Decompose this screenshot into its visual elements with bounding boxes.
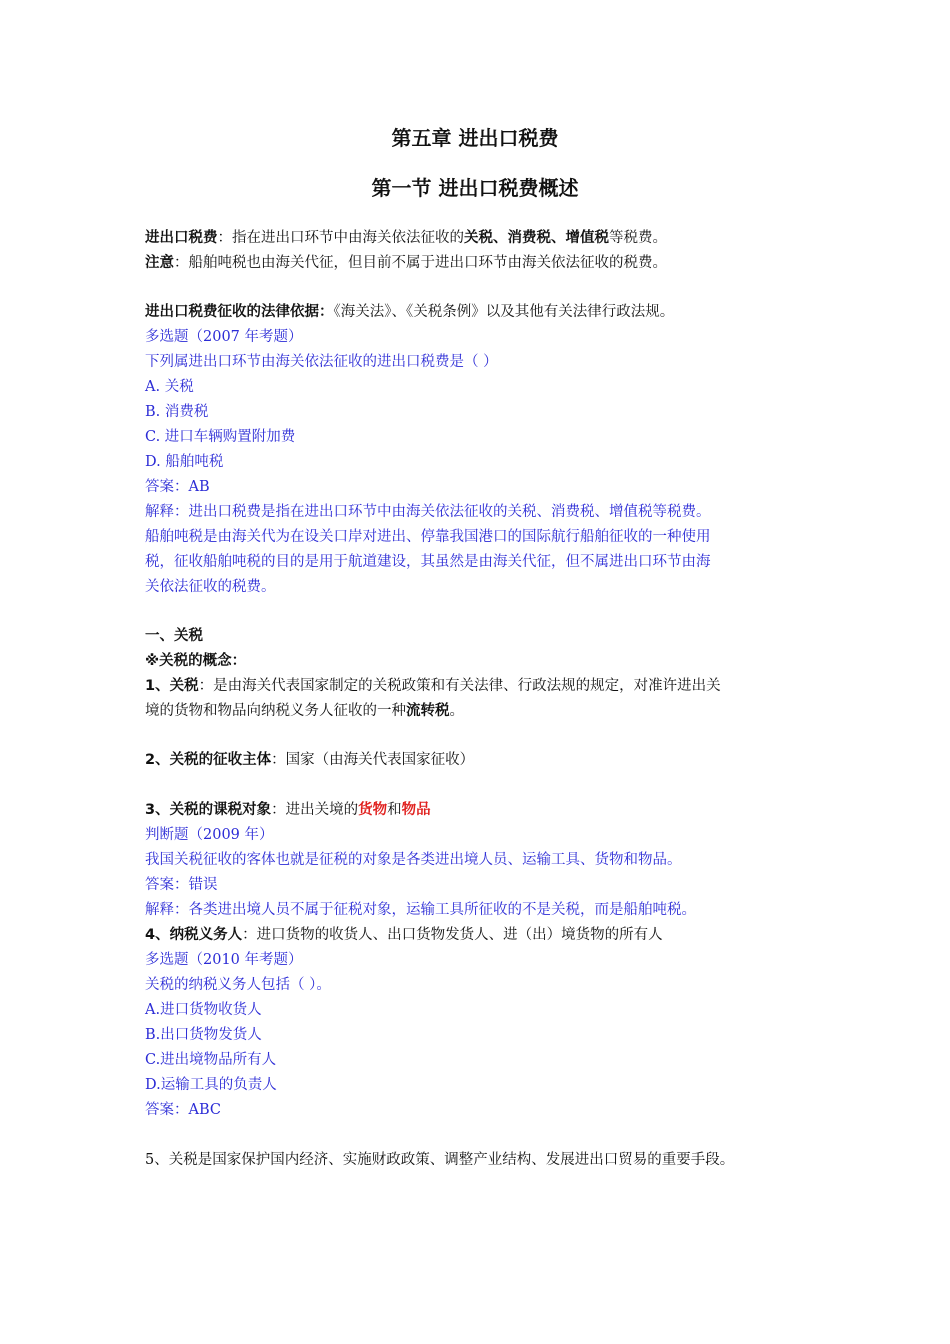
p3-term: 3、关税的课税对象 — [145, 802, 272, 818]
p1-text: 是由海关代表国家制定的关税政策和有关法律、行政法规的规定，对准许进出关 — [213, 678, 721, 694]
p3-and: 和 — [387, 802, 402, 818]
p4-term: 4、纳税义务人 — [145, 927, 243, 943]
p1-line — [145, 676, 825, 696]
q1-option: A. 关税 — [145, 379, 194, 395]
p4-text: ：进口货物的收货人、出口货物发货人、进（出）境货物的所有人 — [242, 927, 663, 943]
p1-line2 — [145, 701, 825, 721]
p1-sep: ： — [198, 678, 214, 694]
q2-explain: 解释：各类进出境人员不属于征税对象，运输工具所征收的不是关税，而是船舶吨税。 — [145, 902, 696, 918]
definition-term: 进出口税费 — [145, 230, 218, 246]
q1-option: B. 消费税 — [145, 404, 209, 420]
p3-red-articles: 物品 — [401, 802, 431, 818]
definition-sep: ： — [217, 230, 232, 246]
definition-line — [145, 228, 825, 248]
q3-option: B.出口货物发货人 — [145, 1027, 262, 1043]
p5-line: 5、关税是国家保护国内经济、实施财政政策、调整产业结构、发展进出口贸易的重要手段。 — [145, 1152, 735, 1168]
q1-explain-line: 解释：进出口税费是指在进出口环节中由海关依法征收的关税、消费税、增值税等税费。 — [145, 504, 711, 520]
q2-answer: 答案：错误 — [145, 877, 218, 893]
q1-type: 多选题（2007 年考题） — [145, 329, 303, 345]
q1-answer: 答案：AB — [145, 479, 210, 495]
p3-red-goods: 货物 — [358, 802, 388, 818]
p1-end: 。 — [449, 703, 464, 719]
legal-basis-term: 进出口税费征收的法律依据： — [145, 304, 334, 320]
q2-type: 判断题（2009 年） — [145, 827, 274, 843]
q2-question: 我国关税征收的客体也就是征税的对象是各类进出境人员、运输工具、货物和物品。 — [145, 852, 682, 868]
section-title: 第一节 进出口税费概述 — [371, 176, 579, 200]
p2-term: 2、关税的征收主体 — [145, 752, 272, 768]
note-term: 注意 — [145, 255, 174, 271]
definition-bold: 关税、消费税、增值税 — [464, 230, 609, 246]
p2-line — [145, 750, 825, 770]
q3-option: A.进口货物收货人 — [145, 1002, 262, 1018]
note-sep: ： — [174, 255, 189, 271]
q1-explain-line: 船舶吨税是由海关代为在设关口岸对进出、停靠我国港口的国际航行船舶征收的一种使用 — [145, 529, 711, 545]
chapter-title: 第五章 进出口税费 — [391, 126, 559, 150]
note-line — [145, 253, 825, 273]
p4-line — [145, 925, 825, 945]
q1-explain-line: 关依法征收的税费。 — [145, 579, 276, 595]
q1-option: D. 船舶吨税 — [145, 454, 224, 470]
q3-type: 多选题（2010 年考题） — [145, 952, 303, 968]
p3-text: ：进出关境的 — [271, 802, 359, 818]
p1-bold: 流转税 — [406, 703, 450, 719]
sec1-concept: ※关税的概念： — [145, 653, 247, 669]
q3-option: D.运输工具的负责人 — [145, 1077, 277, 1093]
note-text: 船舶吨税也由海关代征，但目前不属于进出口环节由海关依法征收的税费。 — [188, 255, 667, 271]
sec1-title: 一、关税 — [145, 628, 203, 644]
definition-text: 指在进出口环节中由海关依法征收的 — [232, 230, 464, 246]
p3-line — [145, 800, 825, 820]
q1-question: 下列属进出口环节由海关依法征收的进出口税费是（ ） — [145, 354, 498, 370]
q3-answer: 答案：ABC — [145, 1102, 221, 1118]
p1-text2: 境的货物和物品向纳税义务人征收的一种 — [145, 703, 406, 719]
q3-question: 关税的纳税义务人包括（ ）。 — [145, 977, 331, 993]
legal-basis-text: 《海关法》、《关税条例》以及其他有关法律行政法规。 — [333, 304, 675, 320]
p2-text: ：国家（由海关代表国家征收） — [271, 752, 475, 768]
q1-option: C. 进口车辆购置附加费 — [145, 429, 296, 445]
definition-end: 等税费。 — [609, 230, 667, 246]
q3-option: C.进出境物品所有人 — [145, 1052, 277, 1068]
p1-term: 1、关税 — [145, 678, 199, 694]
legal-basis-line — [145, 302, 825, 322]
q1-explain-line: 税，征收船舶吨税的目的是用于航道建设，其虽然是由海关代征，但不属进出口环节由海 — [145, 554, 711, 570]
